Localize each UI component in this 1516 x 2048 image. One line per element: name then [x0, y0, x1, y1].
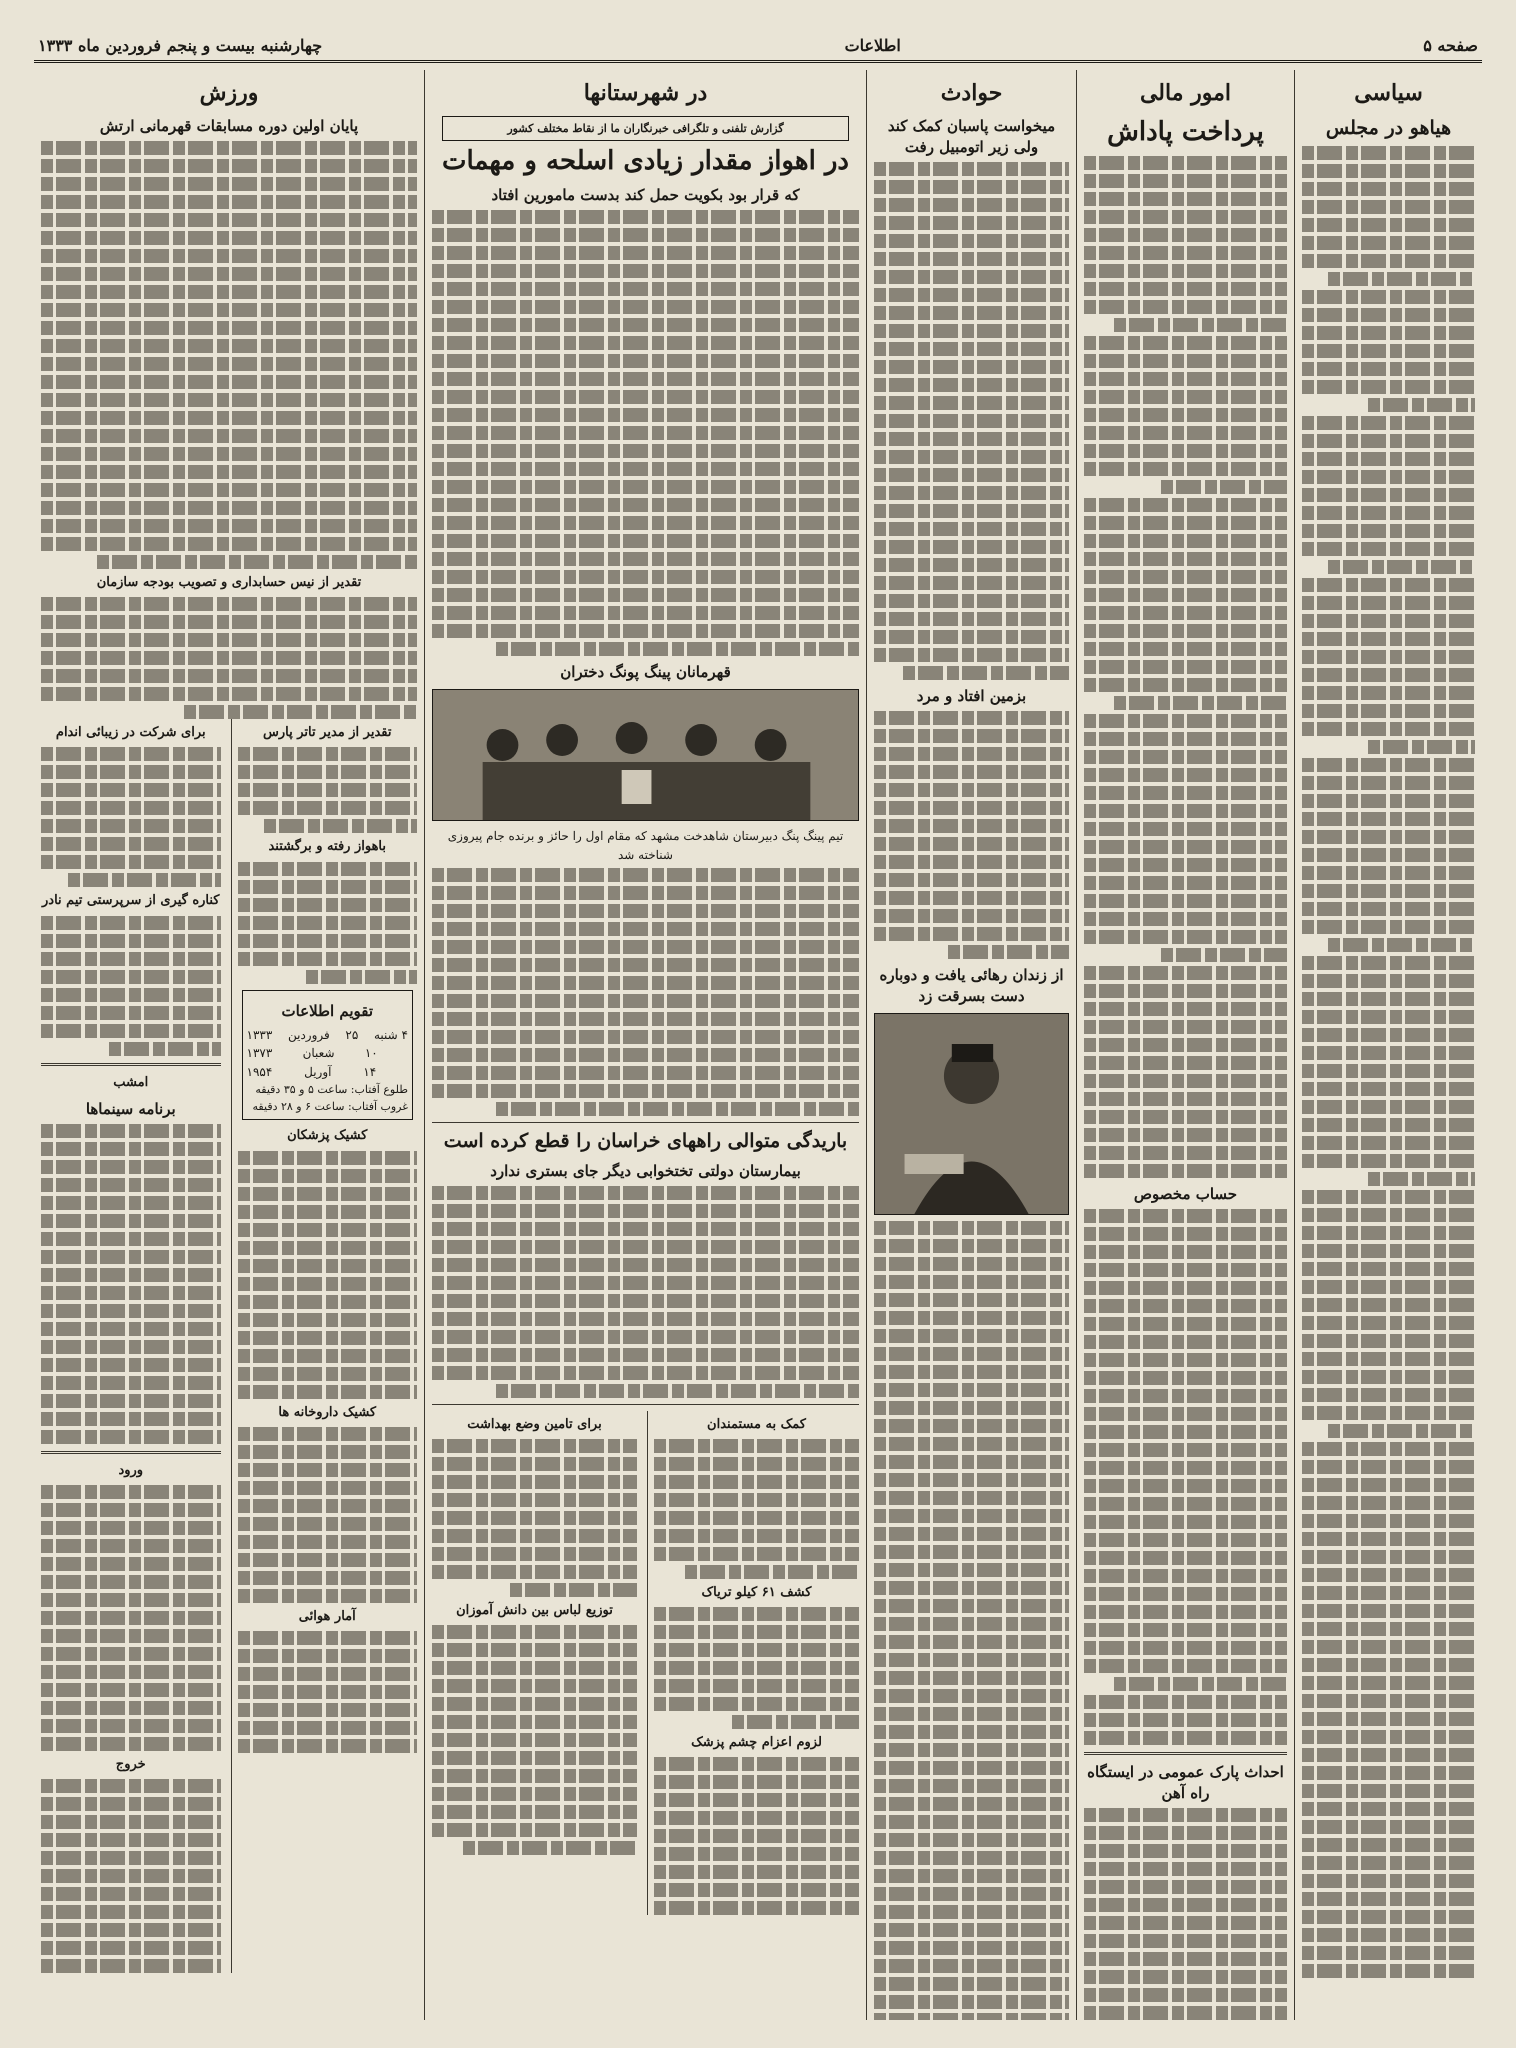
- provinces-lower-right-title: کمک به مستمندان: [707, 1416, 806, 1432]
- column-finance: [1076, 70, 1294, 2020]
- masthead: [34, 30, 1482, 63]
- section-finance: امور مالی: [1139, 80, 1232, 106]
- provinces-boxed-label: گزارش تلفنی و تلگرافی خبرنگاران ما از نقاط مختلف کشور: [442, 116, 849, 141]
- photo-pingpong-image: [433, 690, 858, 820]
- incidents-headline-1: میخواست پاسبان کمک کند ولی زیر اتومبیل رفت: [887, 117, 1056, 157]
- incidents-headline-3: از زندان رهائی یافت و دوباره دست بسرقت زد: [879, 966, 1064, 1006]
- sports-sub-3: برای شرکت در زیبائی اندام: [55, 725, 206, 741]
- section-provinces: در شهرستانها: [583, 80, 708, 106]
- departures-title: خروج: [115, 1756, 146, 1772]
- calendar-row: ۱۴ آوریل ۱۹۵۴: [246, 1064, 377, 1079]
- finance-body: [1084, 156, 1287, 1178]
- weather-title: آمار هوائی: [298, 1608, 356, 1624]
- provinces-main-headline: در اهواز مقدار زیادی اسلحه و مهمات: [442, 146, 849, 177]
- provinces-bottom-headline: کشف ۶۱ کیلو تریاک: [701, 1584, 812, 1600]
- sports-headline: پایان اولین دوره مسابقات قهرمانی ارتش: [99, 117, 359, 136]
- photo-title: قهرمانان پینگ پونگ دختران: [560, 662, 731, 681]
- provinces-second-headline: باریدگی متوالی راههای خراسان را قطع کرده است: [443, 1130, 848, 1153]
- paper-name: اطلاعات: [844, 35, 901, 55]
- newspaper-page: [34, 30, 1482, 2020]
- incidents-headline-2: بزمین افتاد و مرد: [916, 687, 1027, 706]
- cinema-title: برنامه سینماها: [85, 1099, 176, 1118]
- sunset: غروب آفتاب: ساعت ۶ و ۲۸ دقیقه: [252, 1100, 408, 1114]
- photo-caption: تیم پینگ پنگ دبیرستان شاهدخت مشهد که مقام اول را حائز و برنده جام پیروزی شناخته شد: [447, 828, 844, 862]
- column-incidents: [866, 70, 1076, 2020]
- politics-body: [1302, 146, 1475, 1978]
- finance-headline: پرداخت پاداش: [1107, 117, 1264, 148]
- issue-date: چهارشنبه بیست و پنجم فروردین ماه ۱۳۳۳: [38, 35, 323, 55]
- provinces-second-sub: بیمارستان دولتی تختخوابی دیگر جای بستری ندارد: [490, 1161, 801, 1180]
- section-politics: سیاسی: [1354, 80, 1423, 106]
- politics-headline: هیاهو در مجلس: [1325, 117, 1452, 140]
- doctors-title: کشیک پزشکان: [287, 1128, 368, 1144]
- sports-sub-1: تقدیر از نیس حسابداری و تصویب بودجه سازمان: [96, 575, 362, 591]
- cinema-label: امشب: [113, 1074, 149, 1090]
- photo-prisoner-image: [875, 1014, 1068, 1214]
- column-sports: [34, 70, 424, 2020]
- provinces-sub-headline: که قرار بود بکویت حمل کند بدست مامورین افتاد: [491, 185, 800, 204]
- photo-pingpong-team: [432, 689, 859, 821]
- calendar-title: تقویم اطلاعات: [281, 1001, 374, 1020]
- column-provinces: [424, 70, 866, 2020]
- sports-sub-4: باهواز رفته و برگشتند: [268, 839, 387, 855]
- sports-sub-2: تقدیر از مدیر تاتر پارس: [263, 725, 392, 741]
- calendar-row: ۱۰ شعبان ۱۳۷۳: [246, 1046, 378, 1061]
- pharmacies-title: کشیک داروخانه ها: [278, 1404, 377, 1420]
- page-number: صفحه ۵: [1423, 35, 1478, 55]
- finance-note-title: حساب مخصوص: [1133, 1184, 1238, 1203]
- sports-sub-5: کناره گیری از سرپرستی تیم نادر: [42, 893, 220, 909]
- provinces-bottom-sub: توزیع لباس بین دانش آموزان: [456, 1602, 613, 1618]
- arrivals-title: ورود: [118, 1462, 144, 1478]
- calendar-row: ۴ شنبه ۲۵ فروردین ۱۳۳۳: [246, 1027, 408, 1042]
- sunrise: طلوع آفتاب: ساعت ۵ و ۳۵ دقیقه: [255, 1083, 408, 1097]
- section-sports: ورزش: [199, 80, 259, 106]
- provinces-lower-left-title: برای تامین وضع بهداشت: [467, 1416, 602, 1432]
- photo-prisoner: [874, 1013, 1069, 1215]
- section-incidents: حوادث: [940, 80, 1003, 106]
- column-politics: [1294, 70, 1482, 2020]
- calendar-box: [242, 990, 414, 1121]
- provinces-bottom-sub-2: لزوم اعزام چشم پزشک: [691, 1735, 822, 1751]
- finance-bottom-headline: احداث پارک عمومی در ایستگاه راه آهن: [1087, 1762, 1284, 1802]
